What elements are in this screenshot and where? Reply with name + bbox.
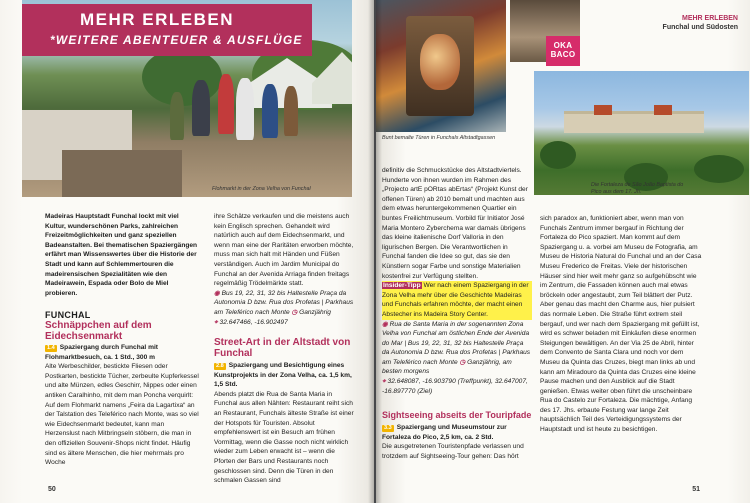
section1-block: [45, 343, 199, 468]
left-col2: [214, 212, 354, 327]
mural-caption: Bunt bemalte Türen in Funchals Altstadtgassen: [382, 135, 496, 141]
book-gutter: [368, 0, 382, 503]
header-top: MEHR ERLEBEN: [681, 15, 738, 22]
section1-lead: Spaziergang durch Funchal mit Flohmarktbesuch, ca. 1 Std., 300 m: [45, 344, 158, 361]
page-number-left: 50: [48, 486, 56, 493]
region-heading: FUNCHAL: [45, 310, 91, 320]
painted-door-photo: [376, 0, 506, 132]
map-pin-icon: ⌖: [382, 378, 388, 386]
running-header: [663, 14, 738, 32]
right-page: [376, 0, 750, 503]
right-col1-info: Rua de Santa Maria in der sogenannten Zona Velha von Funchal am östlichen Ende der Avenida do Mar | Bus 19, 22, 31, 32 bis Haltestelle Praça da Autonomia D bzw. Rua dos Profetas | Parkhaus am Teleférico nach Monte: [382, 320, 531, 366]
photo-caption: Flohmarkt in der Zona Velha von Funchal: [212, 186, 311, 192]
section1-badge: 1.4: [47, 345, 55, 351]
section1-title: Schnäppchen auf dem Eidechsenmarkt: [45, 320, 152, 342]
col2-body: ihre Schätze verkaufen und die meistens auch kein Englisch sprechen. Gehandelt wird natürlich auch auf dem Eidechsenmarkt, und wenn man eine der Raritäten erworben möchte, muss man sich halt mit Händen und Füßen verständigen. Auch im Jardim Municipal do Funchal an der Avenida Arriaga finden freitags regelmäßig Trödelmärkte statt.: [214, 213, 354, 288]
right-col1-info-tag: Ganzjährig, am besten morgens: [382, 358, 512, 376]
intro-text: Madeiras Hauptstadt Funchal lockt mit viel Kultur, wunderschönen Parks, zahlreichen Freizeitmöglichkeiten und ganz speziellen Badeanstalten. Bei thematischen Spaziergängen erfährt man Wissenswertes über die Historie der Stadt und kann auf Schlemmertouren die madeirensischen Spezialitäten wie den Madeirawein, Espada oder Bolo de Miel probieren.: [45, 213, 198, 297]
section-banner: [22, 4, 312, 56]
right-col1-info-coords: 32.648087, -16.903790 (Treffpunkt), 32.647007, -16.897770 (Ziel): [382, 378, 528, 395]
col2-info: Bus 19, 22, 31, 32 bis Haltestelle Praça da Autonomia D bzw. Rua dos Profetas | Parkhaus am Teleférico nach Monte: [214, 289, 354, 316]
right-col2: sich paradox an, funktioniert aber, wenn man von Funchals Zentrum immer bergauf in Richtung der Fortaleza do Pico spaziert. Man kommt auf dem Spaziergang u. a. vorbei am Museu de Fotografia, am Museu de Historia Natural do Funchal und an der Casa Museu Frederico de Freitas. Viele der historischen Häuser sind hier weit mehr ganz so aufgehübscht wie im Zentrum, die Fassaden können auch mal etwas bröckeln oder angestaubt, zum Teil blättert der Putz. Aber genau das macht den Charme aus, hier pulsiert das normale Leben. Die Straße führt extrem steil bergauf, und wer nach dem Spaziergang mit gefüllt ist, wird es schwer beladen mit Einkäufen diese enormen Steigungen bewältigen. An der Via 25 de Abril, hinter dem Convento de Santa Clara und noch vor dem Museu da Quinta das Cruzes, biegt man links ab und kann am Miradouro da Quinta das Cruzes eine kleine Pause machen und den Ausblick auf die Stadt genießen. Etwas weiter oben führt die unscheinbare Rua do Castelo zur Fortaleza. Die mächtige, Anfang des 17. Jhs. erbaute Festung war lange Zeit hauptsächlich Teil des Verteidigungssystems der Hauptstadt und ist heute zu besichtigen.: [540, 215, 702, 434]
section3-lead: Spaziergang und Museumstour zur Fortaleza do Pico, 2,5 km, ca. 2 Std.: [382, 424, 507, 441]
insider-tip-label: Insider-Tipp: [383, 282, 421, 290]
clock-icon: ◷: [291, 308, 298, 316]
location-pin-icon: ◉: [382, 320, 390, 328]
clock-icon: ◷: [459, 358, 466, 366]
fort-caption: Die Fortaleza de São João Baptista do Pico aus dem 17. Jh.: [591, 182, 684, 195]
section2-block: [214, 361, 354, 486]
right-col1-body: definitiv die Schmuckstücke des Altstadtviertels. Hunderte von ihnen wurden im Rahmen des „Projecto artE pORtas abErtas“ (Projekt Kunst der offenen Türen) ab 2010 bemalt und machten aus dem etwas heruntergekommenen Quartier ein buntes Freilichtmuseum. Vorbild für Initiator José Maria Montero Zyberchema war damals übrigens das kleine italienische Dorf Valloria in den ligurischen Bergen. Die Verantwortlichen in Funchal fanden die Idee so gut, das sie den Künstlern sogar Farbe und sonstige Materialien kostenfrei zur Verfügung stellten.: [382, 167, 528, 280]
fortress-photo: [534, 71, 749, 195]
section2-badge: 2.8: [216, 363, 224, 369]
col2-info-tag: Ganzjährig: [299, 308, 331, 316]
map-pin-icon: ⌖: [214, 318, 220, 326]
section3-title: Sightseeing abseits der Touripfade: [382, 410, 532, 420]
location-pin-icon: ◉: [214, 289, 222, 297]
section2-title: Street-Art in der Altstadt von Funchal: [214, 337, 351, 359]
banner-subtitle: *WEITERE ABENTEUER & AUSFLÜGE: [50, 33, 303, 47]
right-col1: [382, 166, 532, 396]
insider-tip-text: Wer nach einem Spaziergang in der Zona Velha mehr über die Geschichte Madeiras und Funchals erfahren möchte, der macht einen Abstecher ins Madeira Story Center.: [382, 282, 529, 318]
col2-info-coords: 32.647466, -16.902497: [219, 318, 288, 326]
banner-title: MEHR ERLEBEN: [80, 10, 235, 29]
section3-body: Die ausgetretenen Touristenpfade verlassen und trotzdem auf Sightseeing-Tour gehen: Das hört: [382, 443, 524, 460]
left-page: [0, 0, 374, 503]
section2-body: Abends platzt die Rua de Santa Maria in Funchal aus allen Nähten: Restaurant reiht sich an Restaurant, Funchals älteste Straße ist einer der Hotspots für Touristen. Absolut empfehlenswert ist ein Besuch am frühen Vormittag, wenn die Gasse noch nicht wirklich wieder zum Leben erwacht ist – wenn die Pforten der Bars und Restaurants noch geschlossen sind. Denn die Türen in den schmalen Gassen sind: [214, 390, 354, 485]
page-number-right: 51: [692, 486, 700, 493]
section1-body: Alte Werbeschilder, bestickte Fliesen oder Postkarten, bestickte Tücher, zerbeulte Kupferkessel und alte Münzen, edles Geschirr, Nippes oder einen antiken Caralhinho, mit dem man Poncha verquirlt: Auf dem Flohmarkt namens „Feira da Lagartixa“ an der Talstation des Teleférico nach Monte, was so viel wie Eidechsenmarkt bedeutet, kann man Herzenslust nach Mitbringseln stöbern, die man in den offiziellen Souvenir-Shops nicht findet. Häufig sind es ältere Menschen, die hier mehrmals pro Woche: [45, 363, 199, 467]
header-bottom: Funchal und Südosten: [662, 24, 738, 31]
section3-block: [382, 423, 532, 461]
section2-lead: Spaziergang und Besichtigung eines Kunstprojekts in der Zona Velha, ca. 1,5 km, 1,5 Std.: [214, 362, 352, 389]
oka-baco-badge: OKA BACO: [546, 36, 580, 66]
section3-badge: 3.3: [384, 425, 392, 431]
